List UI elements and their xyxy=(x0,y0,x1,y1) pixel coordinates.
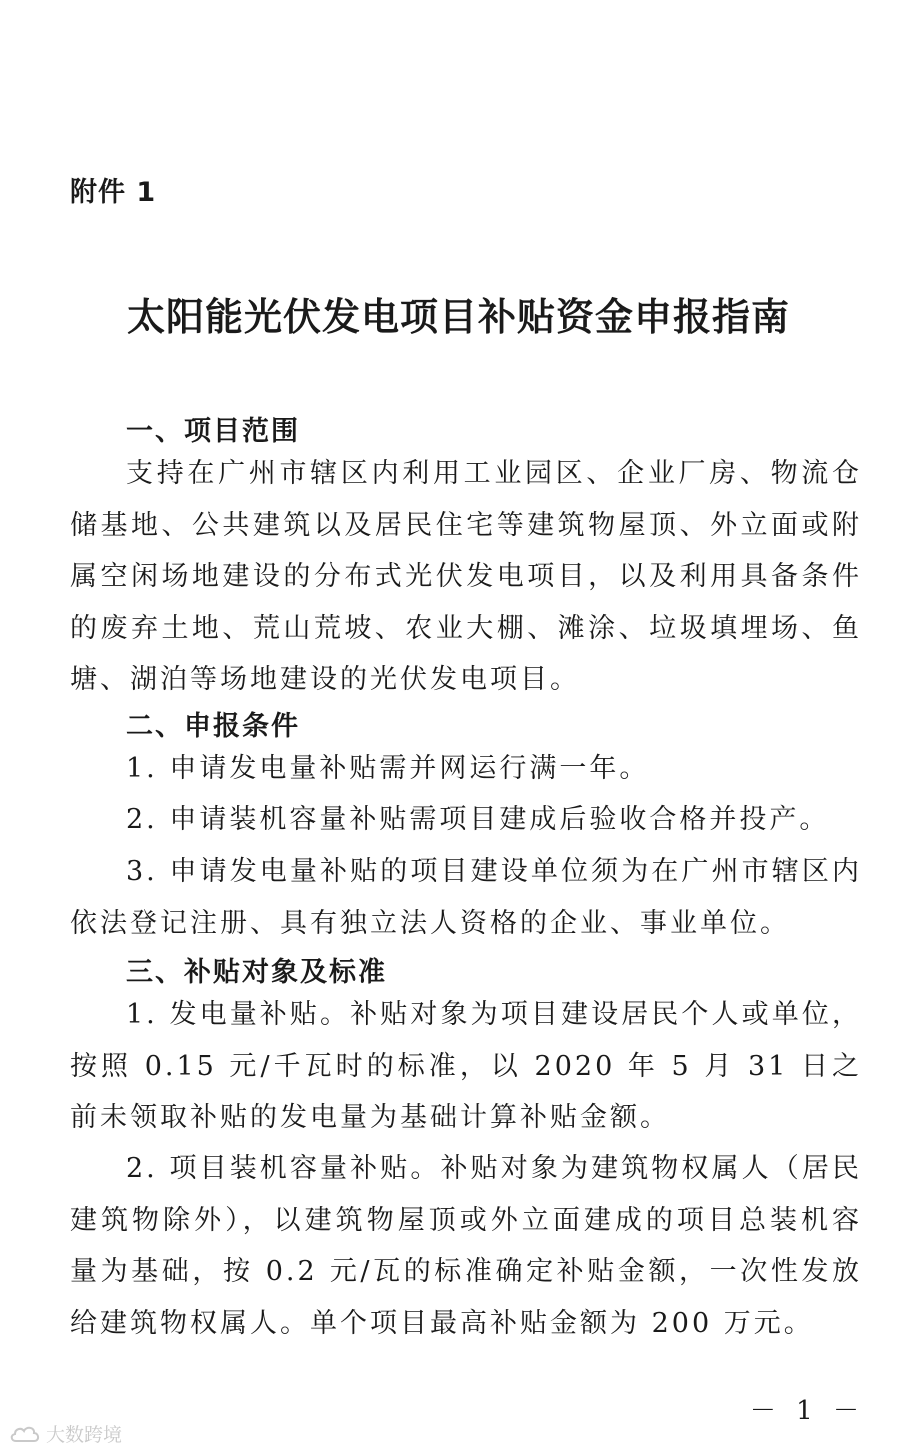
paragraph-condition-3: 3. 申请发电量补贴的项目建设单位须为在广州市辖区内依法登记注册、具有独立法人资格的企业、事业单位。 xyxy=(70,856,862,939)
paragraph-condition-1: 1. 申请发电量补贴需并网运行满一年。 xyxy=(126,753,650,784)
watermark xyxy=(8,1420,122,1447)
section-heading-subsidy: 三、补贴对象及标准 xyxy=(126,957,387,988)
paragraph-condition-2: 2. 申请装机容量补贴需项目建成后验收合格并投产。 xyxy=(126,804,830,835)
paragraph-scope: 支持在广州市辖区内利用工业园区、企业厂房、物流仓储基地、公共建筑以及居民住宅等建筑物屋顶、外立面或附属空闲场地建设的分布式光伏发电项目，以及利用具备条件的废弃土地、荒山荒坡、农业大棚、滩涂、垃圾填埋场、鱼塘、湖泊等场地建设的光伏发电项目。 xyxy=(70,458,862,695)
paragraph-subsidy-1: 1. 发电量补贴。补贴对象为项目建设居民个人或单位，按照 0.15 元/千瓦时的标准，以 2020 年 5 月 31 日之前未领取补贴的发电量为基础计算补贴金额。 xyxy=(70,999,862,1133)
attachment-label: 附件 1 xyxy=(70,177,157,208)
paragraph-subsidy-2: 2. 项目装机容量补贴。补贴对象为建筑物权属人（居民建筑物除外），以建筑物屋顶或外立面建成的项目总装机容量为基础，按 0.2 元/瓦的标准确定补贴金额，一次性发放给建筑物权属人。单个项目最高补贴金额为 200 万元。 xyxy=(70,1153,862,1339)
document-title: 太阳能光伏发电项目补贴资金申报指南 xyxy=(126,295,790,339)
page-number: － 1 － xyxy=(749,1396,865,1426)
section-heading-conditions: 二、申报条件 xyxy=(126,711,300,742)
section-heading-scope: 一、项目范围 xyxy=(126,416,300,447)
watermark-text: 大数跨境 xyxy=(46,1424,123,1446)
cloud-logo-icon xyxy=(8,1423,42,1445)
